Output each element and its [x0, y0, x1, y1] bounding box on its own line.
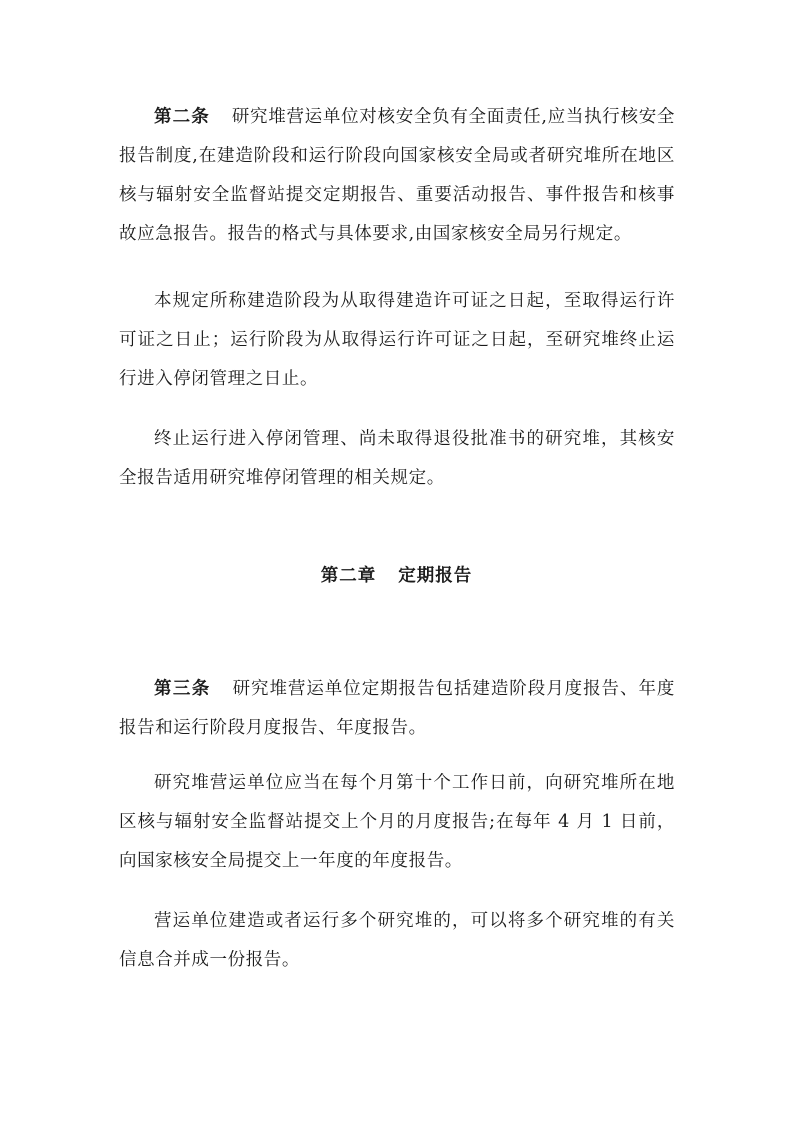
article-3-label: 第三条: [154, 679, 211, 699]
chapter-number: 第二章: [320, 566, 377, 586]
chapter-heading: [0, 562, 793, 587]
article-2-paragraph-3: 终止运行进入停闭管理、尚未取得退役批准书的研究堆，其核安全报告适用研究堆停闭管理的相关规定。: [119, 429, 675, 488]
article-2-paragraph-1: [119, 98, 675, 254]
article-2-text-1: 研究堆营运单位对核安全负有全面责任,应当执行核安全报告制度,在建造阶段和运行阶段向国家核安全局或者研究堆所在地区核与辐射安全监督站提交定期报告、重要活动报告、事件报告和核事故应急报告。报告的格式与具体要求,由国家核安全局另行规定。: [119, 107, 675, 244]
article-2-paragraph-2: 本规定所称建造阶段为从取得建造许可证之日起，至取得运行许可证之日止；运行阶段为从取得运行许可证之日起，至研究堆终止运行进入停闭管理之日止。: [119, 291, 675, 389]
article-3-paragraph-1: [119, 670, 675, 748]
chapter-title: 定期报告: [398, 566, 473, 586]
article-2-label: 第二条: [154, 107, 210, 127]
article-3-paragraph-3: 营运单位建造或者运行多个研究堆的，可以将多个研究堆的有关信息合并成一份报告。: [119, 911, 675, 970]
article-3-paragraph-2: 研究堆营运单位应当在每个月第十个工作日前，向研究堆所在地区核与辐射安全监督站提交上个月的月度报告;在每年 4 月 1 日前，向国家核安全局提交上一年度的年度报告。: [119, 773, 675, 871]
article-3-text-1: 研究堆营运单位定期报告包括建造阶段月度报告、年度报告和运行阶段月度报告、年度报告。: [119, 679, 676, 738]
